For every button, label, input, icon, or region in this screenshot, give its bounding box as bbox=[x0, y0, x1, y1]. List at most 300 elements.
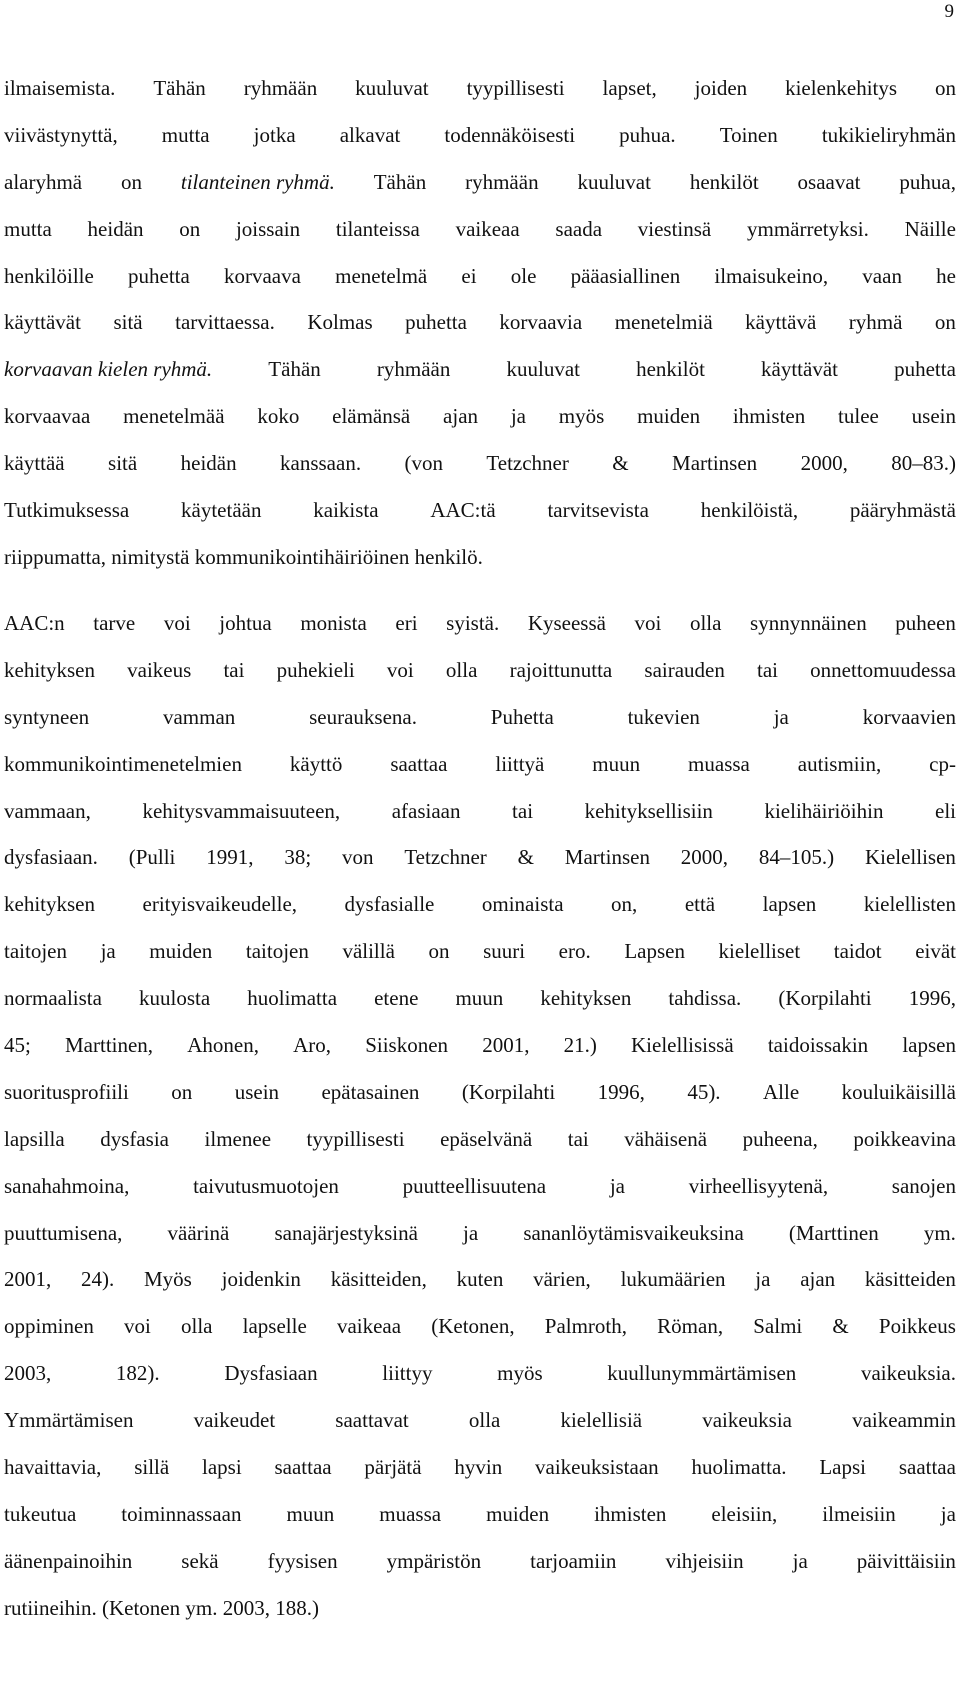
word: tarvitsevista bbox=[547, 498, 649, 523]
text-line bbox=[4, 213, 956, 260]
word: korvaavien bbox=[862, 704, 956, 729]
word: 80–83.) bbox=[891, 451, 956, 476]
word: ymmärretyksi. bbox=[746, 216, 869, 241]
word: muun bbox=[455, 986, 504, 1011]
word: synnynnäinen bbox=[750, 611, 867, 635]
word: olla bbox=[180, 1314, 213, 1339]
word: heidän bbox=[87, 216, 144, 241]
word: puhua. bbox=[619, 122, 676, 147]
word: eleisiin, bbox=[711, 1501, 778, 1526]
word: Tähän bbox=[268, 357, 321, 382]
word: menetelmää bbox=[123, 404, 225, 429]
word: epätasainen bbox=[321, 1079, 420, 1104]
word: ajan bbox=[443, 404, 479, 429]
word: taidoissakin bbox=[767, 1033, 869, 1058]
text-line bbox=[4, 260, 956, 307]
word: pääasiallinen bbox=[570, 263, 681, 288]
word: käytetään bbox=[181, 498, 262, 523]
word: ilmenee bbox=[204, 1126, 272, 1151]
word: liittyä bbox=[495, 751, 545, 776]
word: tukevien bbox=[627, 704, 700, 729]
word: Aro, bbox=[293, 1033, 332, 1058]
word: 38; bbox=[284, 845, 312, 870]
word: & bbox=[832, 1314, 849, 1339]
word: sanojen bbox=[891, 1173, 956, 1198]
word: johtua bbox=[219, 611, 272, 635]
word: päivittäisiin bbox=[856, 1548, 956, 1573]
word: Lapsi bbox=[819, 1455, 867, 1480]
word: käyttö bbox=[289, 751, 343, 776]
word: Röman, bbox=[657, 1314, 724, 1339]
word: kielihäiriöihin bbox=[764, 798, 884, 823]
text-line bbox=[4, 166, 956, 213]
word: ryhmään bbox=[376, 357, 451, 382]
word: tarve bbox=[93, 611, 136, 635]
word: todennäköisesti bbox=[444, 122, 576, 147]
word: 2001, bbox=[482, 1033, 530, 1058]
text-line bbox=[4, 1170, 956, 1217]
text-line bbox=[4, 1217, 956, 1264]
text-line bbox=[4, 795, 956, 842]
word: Tähän bbox=[153, 76, 206, 100]
word: puheen bbox=[895, 611, 956, 635]
word: lapsen bbox=[762, 892, 817, 917]
word: puhetta bbox=[128, 263, 190, 288]
word: 24). bbox=[81, 1267, 115, 1292]
word: liittyy bbox=[382, 1361, 433, 1386]
paragraph bbox=[4, 72, 956, 588]
text-line bbox=[4, 494, 956, 541]
text-line bbox=[4, 1029, 956, 1076]
word: lapsi bbox=[202, 1455, 242, 1480]
word: ilmaisemista. bbox=[4, 76, 116, 100]
word: mutta bbox=[4, 216, 52, 241]
word: lapselle bbox=[242, 1314, 307, 1339]
word: puhetta bbox=[405, 310, 467, 335]
word: eri bbox=[395, 611, 418, 635]
word: suuri bbox=[483, 939, 526, 964]
word: 2000, bbox=[680, 845, 729, 870]
word: ja bbox=[609, 1173, 625, 1198]
text-line bbox=[4, 748, 956, 795]
word: Ymmärtämisen bbox=[4, 1408, 134, 1433]
word: joissain bbox=[235, 216, 301, 241]
word: menetelmiä bbox=[614, 310, 713, 335]
word: käyttävät bbox=[4, 310, 81, 335]
word: AAC:tä bbox=[430, 498, 496, 523]
word: käyttää bbox=[4, 451, 65, 476]
word: tai bbox=[512, 798, 534, 823]
word: he bbox=[936, 263, 956, 288]
word: 1996, bbox=[908, 986, 956, 1011]
word: (Ketonen, bbox=[431, 1314, 515, 1339]
word: dysfasialle bbox=[344, 892, 435, 917]
word: virheellisyytenä, bbox=[688, 1173, 829, 1198]
text-line bbox=[4, 1451, 956, 1498]
word: olla bbox=[689, 611, 722, 635]
text-line bbox=[4, 353, 956, 400]
word: vaikeaa bbox=[455, 216, 520, 241]
word: muiden bbox=[486, 1501, 550, 1526]
word: voi bbox=[634, 611, 662, 635]
word: osaavat bbox=[797, 169, 861, 194]
word: ryhmä bbox=[848, 310, 903, 335]
word: kuuluvat bbox=[506, 357, 580, 382]
word: Kolmas bbox=[307, 310, 373, 335]
word: vaikeuksia bbox=[702, 1408, 793, 1433]
word: tyypillisesti bbox=[466, 76, 565, 100]
word: tahdissa. bbox=[668, 986, 742, 1011]
word: ryhmään bbox=[243, 76, 318, 100]
word: tulee bbox=[838, 404, 879, 429]
word: epäselvänä bbox=[440, 1126, 533, 1151]
word: onnettomuudessa bbox=[810, 657, 956, 682]
text-line bbox=[4, 447, 956, 494]
word: väärinä bbox=[167, 1220, 230, 1245]
text-line bbox=[4, 541, 956, 588]
word: kanssaan. bbox=[280, 451, 362, 476]
word: sanajärjestyksinä bbox=[274, 1220, 418, 1245]
word: Puhetta bbox=[490, 704, 554, 729]
word: ihmisten bbox=[732, 404, 806, 429]
word: kuten bbox=[456, 1267, 504, 1292]
word: poikkeavina bbox=[853, 1126, 956, 1151]
text-line bbox=[4, 935, 956, 982]
word: Poikkeus bbox=[878, 1314, 956, 1339]
text-line bbox=[4, 607, 956, 654]
word: muiden bbox=[637, 404, 701, 429]
word: vihjeisiin bbox=[665, 1548, 744, 1573]
word: että bbox=[684, 892, 716, 917]
word: ja bbox=[792, 1548, 808, 1573]
word: henkilöistä, bbox=[700, 498, 799, 523]
word: ei bbox=[461, 263, 477, 288]
paragraph bbox=[4, 607, 956, 1639]
word: käsitteiden, bbox=[330, 1267, 427, 1292]
word: 2001, bbox=[4, 1267, 52, 1292]
word: vähäisenä bbox=[624, 1126, 708, 1151]
word: saattaa bbox=[390, 751, 448, 776]
word: erityisvaikeudelle, bbox=[142, 892, 298, 917]
word: normaalista bbox=[4, 986, 102, 1011]
word: taitojen bbox=[245, 939, 309, 964]
word: tilanteissa bbox=[335, 216, 420, 241]
text-line bbox=[4, 1123, 956, 1170]
word: taivutusmuotojen bbox=[193, 1173, 339, 1198]
word: tarvittaessa. bbox=[175, 310, 275, 335]
word: myös bbox=[558, 404, 605, 429]
word: menetelmä bbox=[335, 263, 428, 288]
word: kuuluvat bbox=[577, 169, 651, 194]
word: taidot bbox=[833, 939, 882, 964]
word: olla bbox=[468, 1408, 501, 1433]
word: kaikista bbox=[313, 498, 379, 523]
word: kielenkehitys bbox=[785, 76, 898, 100]
word: monista bbox=[300, 611, 367, 635]
word: kielellisten bbox=[863, 892, 956, 917]
word: oppiminen bbox=[4, 1314, 94, 1339]
word: voi bbox=[163, 611, 191, 635]
word: lapsen bbox=[902, 1033, 956, 1058]
word: sananlöytämisvaikeuksina bbox=[523, 1220, 744, 1245]
word: Salmi bbox=[753, 1314, 803, 1339]
word: tai bbox=[223, 657, 245, 682]
word: on bbox=[934, 310, 956, 335]
word: ihmisten bbox=[594, 1501, 667, 1526]
word: havaittavia, bbox=[4, 1455, 102, 1480]
text-line bbox=[4, 701, 956, 748]
word: Myös bbox=[144, 1267, 192, 1292]
word: äänenpainoihin bbox=[4, 1548, 133, 1573]
word: jotka bbox=[253, 122, 296, 147]
word: viivästynyttä, bbox=[4, 122, 118, 147]
word: eli bbox=[935, 798, 956, 823]
word: Tetzchner bbox=[404, 845, 487, 870]
word: vaikeuksistaan bbox=[535, 1455, 659, 1480]
word: kommunikointimenetelmien bbox=[4, 751, 242, 776]
word: välillä bbox=[342, 939, 395, 964]
word: 45). bbox=[687, 1079, 721, 1104]
word: riippumatta, nimitystä kommunikointihäiriöinen henkilö. bbox=[4, 544, 483, 569]
word: tai bbox=[757, 657, 779, 682]
word: (Marttinen bbox=[788, 1220, 879, 1245]
word: puhua, bbox=[899, 169, 956, 194]
word: mutta bbox=[161, 122, 210, 147]
text-line bbox=[4, 841, 956, 888]
word: AAC:n bbox=[4, 611, 65, 635]
word: ilmaisukeino, bbox=[714, 263, 829, 288]
word: korvaavia bbox=[499, 310, 583, 335]
word: usein bbox=[234, 1079, 280, 1104]
word: tukeutua bbox=[4, 1501, 77, 1526]
word: huolimatta. bbox=[691, 1455, 787, 1480]
word: 1996, bbox=[597, 1079, 645, 1104]
word: Siiskonen bbox=[365, 1033, 449, 1058]
word: on bbox=[171, 1079, 193, 1104]
word: toiminnassaan bbox=[121, 1501, 242, 1526]
word: Kielellisen bbox=[864, 845, 956, 870]
word: ja bbox=[940, 1501, 956, 1526]
word: kehityksen bbox=[4, 657, 95, 682]
word: alkavat bbox=[339, 122, 401, 147]
word: ryhmään bbox=[465, 169, 539, 194]
word: Ahonen, bbox=[187, 1033, 259, 1058]
word: voi bbox=[386, 657, 414, 682]
word: (von bbox=[404, 451, 443, 476]
word: olla bbox=[445, 657, 478, 682]
word: seurauksena. bbox=[309, 704, 417, 729]
text-line bbox=[4, 1545, 956, 1592]
word: joidenkin bbox=[221, 1267, 301, 1292]
word: korvaavaa bbox=[4, 404, 91, 429]
word: elämänsä bbox=[332, 404, 411, 429]
word: etene bbox=[374, 986, 419, 1011]
italic-term: korvaavan kielen ryhmä. bbox=[4, 357, 213, 382]
word: Martinsen bbox=[672, 451, 758, 476]
word: Marttinen, bbox=[65, 1033, 154, 1058]
word: värien, bbox=[533, 1267, 591, 1292]
word: Palmroth, bbox=[544, 1314, 628, 1339]
word: kehityksen bbox=[540, 986, 632, 1011]
word: suoritusprofiili bbox=[4, 1079, 129, 1104]
word: ja bbox=[100, 939, 116, 964]
text-line bbox=[4, 72, 956, 119]
word: ja bbox=[773, 704, 789, 729]
text-line bbox=[4, 400, 956, 447]
word: alaryhmä bbox=[4, 169, 83, 194]
word: von bbox=[341, 845, 374, 870]
word: puhetta bbox=[894, 357, 956, 382]
word: ja bbox=[510, 404, 526, 429]
word: Martinsen bbox=[564, 845, 650, 870]
word: puuttumisena, bbox=[4, 1220, 123, 1245]
word: Tetzchner bbox=[486, 451, 569, 476]
word: lukumäärien bbox=[620, 1267, 726, 1292]
text-line bbox=[4, 1357, 956, 1404]
word: käyttävät bbox=[761, 357, 838, 382]
word: 21.) bbox=[563, 1033, 597, 1058]
word: muiden bbox=[149, 939, 213, 964]
word: usein bbox=[911, 404, 956, 429]
word: vaan bbox=[862, 263, 902, 288]
page-number: 9 bbox=[944, 1, 954, 22]
word: tai bbox=[567, 1126, 589, 1151]
text-line bbox=[4, 654, 956, 701]
word: vaikeudet bbox=[193, 1408, 276, 1433]
word: saattavat bbox=[335, 1408, 409, 1433]
word: ero. bbox=[558, 939, 591, 964]
word: henkilöt bbox=[689, 169, 759, 194]
text-line bbox=[4, 306, 956, 353]
word: viestinsä bbox=[637, 216, 712, 241]
word: heidän bbox=[180, 451, 237, 476]
word: (Korpilahti bbox=[778, 986, 872, 1011]
text-line bbox=[4, 1310, 956, 1357]
word: on, bbox=[611, 892, 638, 917]
word: on bbox=[934, 76, 956, 100]
word: vammaan, bbox=[4, 798, 91, 823]
word: kehityksen bbox=[4, 892, 95, 917]
word: korvaava bbox=[223, 263, 301, 288]
word: Toinen bbox=[719, 122, 778, 147]
text-line bbox=[4, 1263, 956, 1310]
word: muun bbox=[592, 751, 641, 776]
word: autismiin, bbox=[797, 751, 882, 776]
word: Dysfasiaan bbox=[224, 1361, 318, 1386]
word: vaikeus bbox=[127, 657, 192, 682]
text-line bbox=[4, 1076, 956, 1123]
word: tarjoamiin bbox=[530, 1548, 617, 1573]
word: koko bbox=[257, 404, 300, 429]
word: sanahahmoina, bbox=[4, 1173, 130, 1198]
word: on bbox=[121, 169, 142, 194]
word: puhekieli bbox=[276, 657, 355, 682]
text-line bbox=[4, 982, 956, 1029]
word: joiden bbox=[694, 76, 748, 100]
word: lapset, bbox=[602, 76, 657, 100]
text-line bbox=[4, 1592, 956, 1639]
word: sitä bbox=[108, 451, 138, 476]
word: rutiineihin. (Ketonen ym. 2003, 188.) bbox=[4, 1595, 319, 1620]
word: Alle bbox=[763, 1079, 800, 1104]
italic-term: tilanteinen ryhmä. bbox=[180, 169, 335, 194]
word: saattaa bbox=[898, 1455, 956, 1480]
word: Kielellisissä bbox=[631, 1033, 734, 1058]
word: on bbox=[428, 939, 450, 964]
word: 45; bbox=[4, 1033, 31, 1058]
word: vamman bbox=[162, 704, 236, 729]
word: kehitysvammaisuuteen, bbox=[142, 798, 341, 823]
word: kehityksellisiin bbox=[584, 798, 713, 823]
word: Tutkimuksessa bbox=[4, 498, 130, 523]
word: sekä bbox=[181, 1548, 219, 1573]
word: rajoittunutta bbox=[509, 657, 613, 682]
word: ole bbox=[510, 263, 537, 288]
word: saattaa bbox=[274, 1455, 332, 1480]
word: eivät bbox=[915, 939, 956, 964]
word: & bbox=[517, 845, 534, 870]
word: syistä. bbox=[446, 611, 500, 635]
word: ominaista bbox=[481, 892, 564, 917]
word: huolimatta bbox=[247, 986, 338, 1011]
word: on bbox=[179, 216, 201, 241]
word: sairauden bbox=[644, 657, 725, 682]
word: Lapsen bbox=[624, 939, 685, 964]
word: henkilöille bbox=[4, 263, 94, 288]
word: muassa bbox=[688, 751, 750, 776]
word: voi bbox=[123, 1314, 151, 1339]
word: myös bbox=[497, 1361, 543, 1386]
word: kielellisiä bbox=[560, 1408, 643, 1433]
word: henkilöt bbox=[636, 357, 705, 382]
word: käyttävä bbox=[745, 310, 817, 335]
word: muassa bbox=[379, 1501, 442, 1526]
word: syntyneen bbox=[4, 704, 90, 729]
word: fyysisen bbox=[267, 1548, 338, 1573]
word: kuulosta bbox=[139, 986, 211, 1011]
word: puutteellisuutena bbox=[402, 1173, 547, 1198]
word: tukikieliryhmän bbox=[821, 122, 956, 147]
word: afasiaan bbox=[391, 798, 461, 823]
word: hyvin bbox=[454, 1455, 503, 1480]
text-line bbox=[4, 1498, 956, 1545]
word: kouluikäisillä bbox=[841, 1079, 956, 1104]
word: tyypillisesti bbox=[306, 1126, 405, 1151]
word: ilmeisiin bbox=[822, 1501, 896, 1526]
word: vaikeuksia. bbox=[860, 1361, 956, 1386]
word: Tähän bbox=[373, 169, 427, 194]
word: kuuluvat bbox=[355, 76, 429, 100]
word: kuullunymmärtämisen bbox=[607, 1361, 797, 1386]
word: 84–105.) bbox=[758, 845, 835, 870]
word: vaikeaa bbox=[336, 1314, 402, 1339]
word: pärjätä bbox=[364, 1455, 422, 1480]
word: käsitteiden bbox=[864, 1267, 956, 1292]
text-line bbox=[4, 888, 956, 935]
word: & bbox=[612, 451, 629, 476]
word: pääryhmästä bbox=[849, 498, 956, 523]
word: cp- bbox=[929, 751, 956, 776]
word: 1991, bbox=[206, 845, 254, 870]
word: taitojen bbox=[4, 939, 67, 964]
word: Kyseessä bbox=[527, 611, 606, 635]
word: sillä bbox=[134, 1455, 170, 1480]
word: ja bbox=[463, 1220, 479, 1245]
word: Näille bbox=[904, 216, 956, 241]
word: 182). bbox=[115, 1361, 160, 1386]
word: saada bbox=[555, 216, 603, 241]
word: ja bbox=[755, 1267, 771, 1292]
